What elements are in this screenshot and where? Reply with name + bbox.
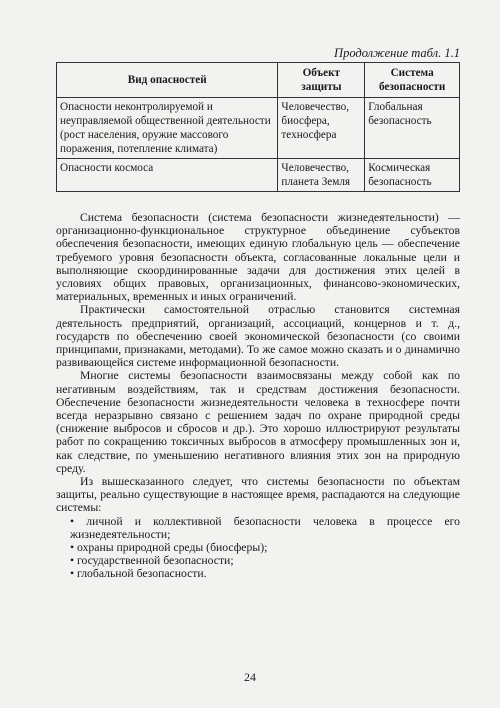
table-cell: Опасности неконтролируемой и неуправляемой общественной деятельности (рост населения, оружие массового поражения, потепление климата) [57, 98, 278, 159]
table-cell: Глобальная безопасность [365, 98, 460, 159]
hazards-table [56, 62, 460, 192]
bullet-item: • глобальной безопасности. [70, 567, 207, 581]
body-text [56, 211, 460, 581]
header-security-system: Система безопасности [365, 63, 460, 98]
table-header-row [57, 63, 460, 98]
page-number: 24 [244, 670, 256, 684]
header-protection-object: Объект защиты [278, 63, 365, 98]
bullet-item: • охраны природной среды (биосферы); [70, 541, 268, 555]
table-cell: Опасности космоса [57, 159, 278, 192]
bullet-item: • личной и коллективной безопасности человека в процессе его жизнедеятельности; [70, 514, 460, 541]
paragraph: Практически самостоятельной отраслью становится системная деятельность предприятий, организаций, ассоциаций, концернов и т. д., государств по обеспечению своей экономической безопасности (со своими принципами, признаками, методами). То же самое можно сказать и о динамично развивающейся системе информационной безопасности. [56, 303, 460, 370]
table-cell: Человечество, планета Земля [278, 159, 365, 192]
table-row [57, 98, 460, 159]
paragraph: Многие системы безопасности взаимосвязаны между собой как по негативным воздействиям, так и средствам достижения безопасности. Обеспечение безопасности жизнедеятельности человека в техносфере почти всегда неразрывно связано с решением задач по охране природной среды (снижение выбросов и сбросов и др.). Это хорошо иллюстрируют результаты работ по сокращению токсичных выбросов в атмосферу промышленных зон и, как следствие, по уменьшению негативного влияния этих зон на природную среду. [56, 369, 460, 475]
table-cell: Космическая безопасность [365, 159, 460, 192]
bullet-item: • государственной безопасности; [70, 554, 234, 568]
table-cell: Человечество, биосфера, техносфера [278, 98, 365, 159]
paragraph: Система безопасности (система безопасности жизнедеятельности) — организационно-функциональное структурное объединение субъектов обеспечения безопасности, имеющих единую глобальную цель — обеспечение требуемого уровня безопасности объекта, согласованные локальные цели и выполняющие скоординированные задачи для достижения этих целей в условиях общих правовых, организационных, финансово-экономических, материальных, временных и иных ограничений. [56, 211, 460, 304]
paragraph: Из вышесказанного следует, что системы безопасности по объектам защиты, реально существующие в настоящее время, распадаются на следующие системы: [56, 475, 460, 515]
table-continuation-caption: Продолжение табл. 1.1 [334, 46, 460, 60]
table-row [57, 159, 460, 192]
header-hazard-type: Вид опасностей [57, 63, 278, 98]
